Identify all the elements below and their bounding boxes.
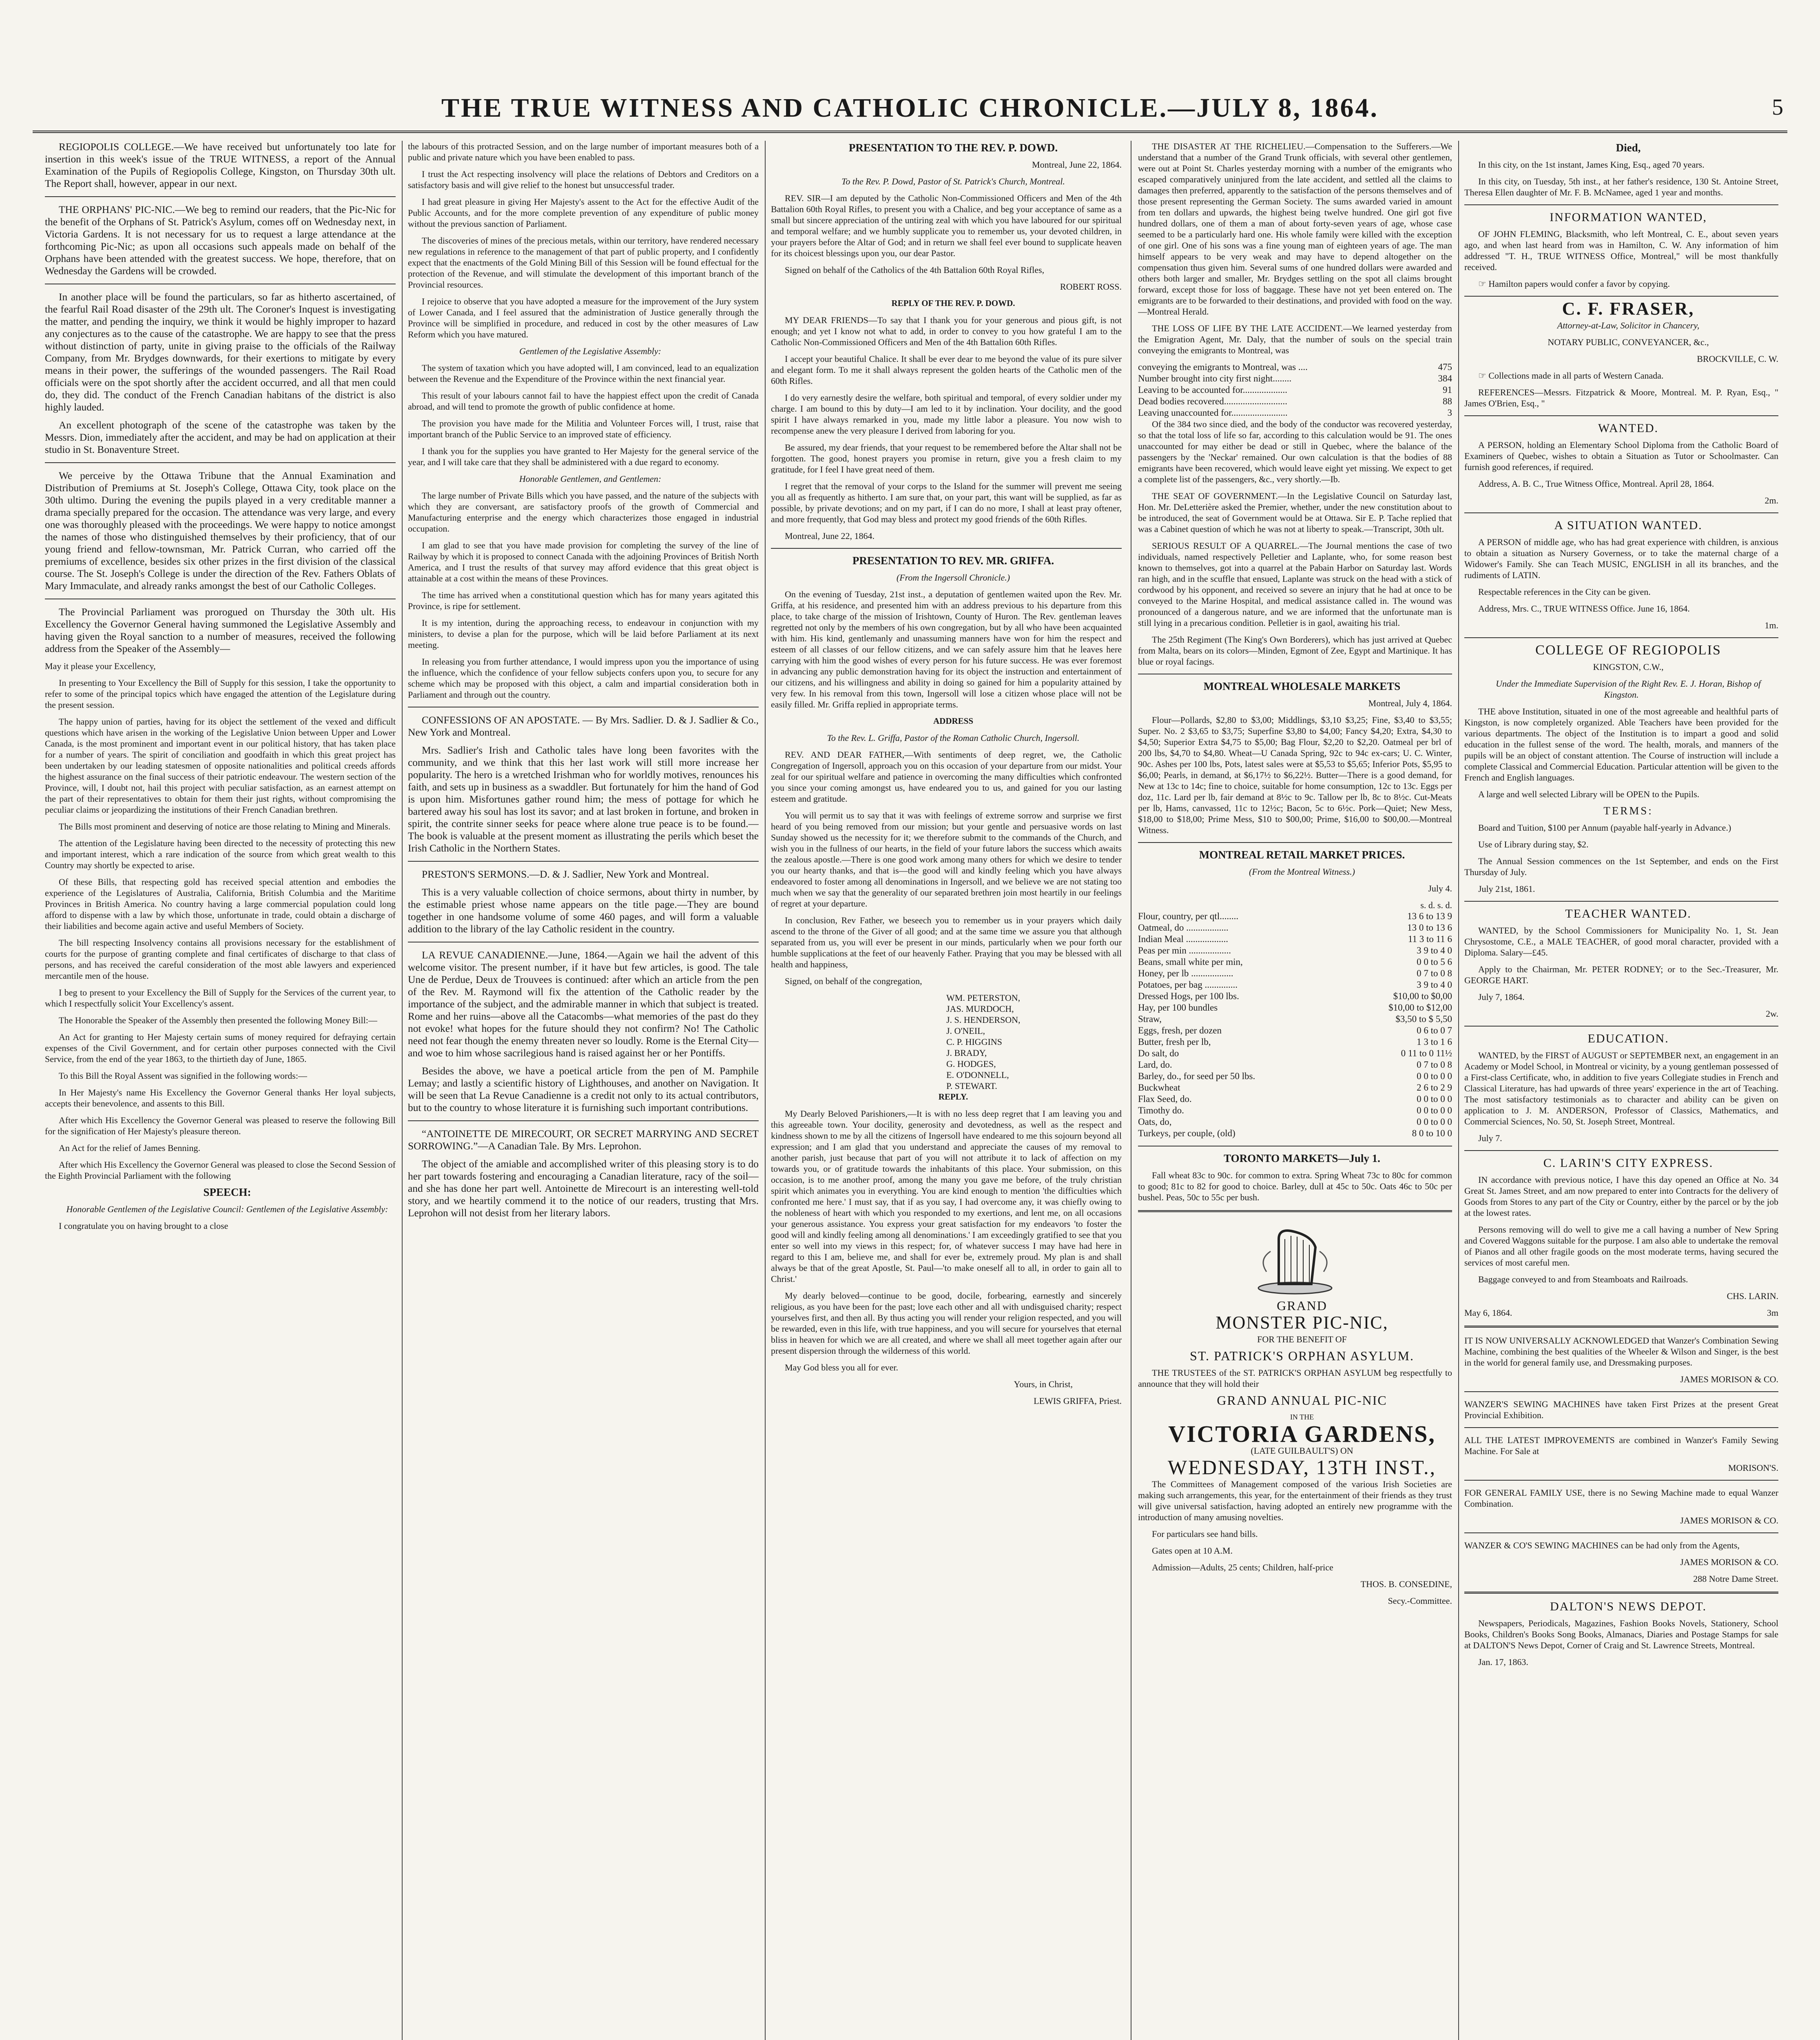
- table-cell: $10,00 to $0,00: [1393, 991, 1452, 1001]
- table-row: [1138, 1128, 1452, 1139]
- paragraph: WANZER'S SEWING MACHINES have taken First Prizes at the present Great Provincial Exhibition.: [1464, 1399, 1778, 1420]
- newspaper-title: THE TRUE WITNESS AND CATHOLIC CHRONICLE.—JULY 8, 1864.: [441, 93, 1379, 123]
- paragraph: You will permit us to say that it was with feelings of extreme sorrow and surprise we first heard of you being removed from our mission; but your gentle and persuasive words on last Sunday showed us the necessity for it; we therefore submit to the commands of the Church, and wish you in the fullness of our hearts, in the field of your future labors the success which awaits the zealous apostle.—There is one good work among many others for which we desire to tender you our hearty thanks, and that is—the good will and kindly feeling which you have always endeavored to foster among all denominations in Ingersoll, and we believe we are not stating too much when we say that the generality of our separated brethren join most heartily in our feelings of regret at your departure.: [771, 810, 1122, 909]
- table-row: [1138, 934, 1452, 945]
- paragraph: The object of the amiable and accomplished writer of this pleasing story is to do her part towards fostering and encouraging a Canadian literature, racy of the soil—and she has done her part well. Antoinette de Mirecourt is an interesting well-told story, and we heartily commend it to the notice of our readers, trusting that Mrs. Leprohon will not desist from her literary labors.: [408, 1158, 759, 1219]
- divider: [1464, 1391, 1778, 1392]
- section-heading: TORONTO MARKETS—July 1.: [1224, 1152, 1380, 1164]
- table-cell: 0 7 to 0 8: [1417, 968, 1452, 978]
- table-cell: $10,00 to $12,00: [1388, 1002, 1452, 1013]
- table-cell: Flour, country, per qtl........: [1138, 911, 1239, 921]
- divider: [1138, 1210, 1452, 1212]
- paragraph: A large and well selected Library will be OPEN to the Pupils.: [1478, 789, 1700, 799]
- table-cell: 88: [1443, 396, 1452, 406]
- paragraph: In releasing you from further attendance, I would impress upon you the importance of using the influence, which the confidence of your fellow subjects confers upon you, to secure for any scheme which may be proposed with this object, a calm and impartial consideration both in Parliament and through out the country.: [408, 656, 759, 700]
- ad-date: May 6, 1864.: [1464, 1308, 1512, 1318]
- table-cell: Turkeys, per couple, (old): [1138, 1128, 1235, 1138]
- paragraph: I accept your beautiful Chalice. It shall be ever dear to me beyond the value of its pure silver and elegant form. To me it shall always represent the golden hearts of the Catholic men of the 60th Rifles.: [771, 354, 1122, 386]
- paragraph: SERIOUS RESULT OF A QUARREL.—The Journal mentions the case of two individuals, named respectively Pelletier and Laplante, who, for some reason best known to themselves, got into a quarrel at the Pabain Harbor on Saturday last. Words ran high, and in the scuffle that ensued, Laplante was struck on the head with a stick of cordwood by his opponent, and received so severe an injury that he had at once to be conveyed to the Marine Hospital, and medical assistance called in. The wound was pronounced of a dangerous nature, and we are informed that the unfortunate man is still lying in a precarious condition. Pelletier is in gaol, awaiting his trial.: [1138, 541, 1452, 628]
- ad-subheading: Attorney-at-Law, Solicitor in Chancery,: [1557, 320, 1700, 330]
- paragraph: I thank you for the supplies you have granted to Her Majesty for the general service of the year, and I will take care that they shall be administered with a due regard to economy.: [408, 446, 759, 467]
- paragraph: ☞ Collections made in all parts of Western Canada.: [1478, 370, 1664, 381]
- paragraph: In conclusion, Rev Father, we beseech you to remember us in your prayers which daily ascend to the throne of the Giver of all good; and at the same time we assure you that although separated from us, you will ever be present in our minds, particularly when we pour forth our humble supplications at the feet of our heavenly Father. Praying that you may be blessed with all health and happiness,: [771, 915, 1122, 969]
- paragraph: The Bills most prominent and deserving of notice are those relating to Mining and Minerals.: [59, 821, 391, 832]
- paragraph: Admission—Adults, 25 cents; Children, half-price: [1152, 1562, 1333, 1572]
- paragraph: July 7, 1864.: [1478, 992, 1525, 1002]
- paragraph: I had great pleasure in giving Her Majesty's assent to the Act for the effective Audit of the Public Accounts, and for the more complete prevention of any expenditure of public money without the previous sanction of Parliament.: [408, 197, 759, 229]
- paragraph: I do very earnestly desire the welfare, both spiritual and temporal, of every soldier under my charge. I am bound to this by duty—I am led to it by inclination. Your docility, and the good spirit I have always remarked in you, made my little labor a pleasure. You now wish to recompense anew the very pleasure I derived from laboring for you.: [771, 392, 1122, 436]
- dateline: Montreal, June 22, 1864.: [1032, 160, 1122, 170]
- paragraph: OF JOHN FLEMING, Blacksmith, who left Montreal, C. E., about seven years ago, and when last heard from was in Hamilton, C. W. Any information of him addressed "T. H., TRUE WITNESS Office, Montreal," will be most thankfully received.: [1464, 229, 1778, 272]
- paragraph: An Act for granting to Her Majesty certain sums of money required for defraying certain expenses of the Civil Government, and for certain other purposes connected with the Civil Service, from the end of the year 1863, to the thirtieth day of June, 1865.: [45, 1032, 396, 1064]
- ad-heading: GRAND: [1277, 1298, 1327, 1313]
- paragraph: An Act for the relief of James Benning.: [59, 1143, 201, 1153]
- paragraph: The time has arrived when a constitutional question which has for many years agitated this Province, is ripe for settlement.: [408, 590, 759, 611]
- paragraph: REFERENCES—Messrs. Fitzpatrick & Moore, Montreal. M. P. Ryan, Esq., " James O'Brien, Esq., ": [1464, 387, 1778, 408]
- table-cell: Peas per min ..................: [1138, 945, 1231, 956]
- paragraph: July 7.: [1478, 1133, 1502, 1143]
- paragraph: THE SEAT OF GOVERNMENT.—In the Legislative Council on Saturday last, Hon. Mr. DeLetterière asked the Premier, whether, under the new constitution about to be introduced, the seat of Government would be at Ottawa. Sir E. P. Tache replied that was a Cabinet question of which he was not at liberty to speak.—Transcript, 30th ult.: [1138, 491, 1452, 534]
- table-row: [1138, 1036, 1452, 1048]
- ad-heading: WANTED.: [1598, 421, 1659, 435]
- table-row: [1138, 1116, 1452, 1128]
- speech-continued: [408, 141, 759, 700]
- table-cell: Eggs, fresh, per dozen: [1138, 1025, 1222, 1036]
- table-cell: Timothy do.: [1138, 1105, 1184, 1115]
- section-heading: REPLY.: [938, 1092, 968, 1102]
- table-row: [1138, 384, 1452, 396]
- paragraph: The bill respecting Insolvency contains all provisions necessary for the establishment of courts for the purpose of granting complete and final certificates of discharge to that class of persons, and has received the careful consideration of the most able lawyers and experienced mercantile men of the house.: [45, 938, 396, 981]
- paragraph: ALL THE LATEST IMPROVEMENTS are combined in Wanzer's Family Sewing Machine. For Sale at: [1464, 1435, 1778, 1456]
- paragraph: May God bless you all for ever.: [785, 1362, 898, 1373]
- paragraph: This is a very valuable collection of choice sermons, about thirty in number, by the estimable priest whose name appears on the title page.—They are bound together in one handsome volume of some 460 pages, and will form a valuable addition to the library of the lay Catholic resident in the country.: [408, 887, 759, 935]
- paragraph: The Annual Session commences on the 1st September, and ends on the First Thursday of July.: [1464, 856, 1778, 877]
- table-cell: Hay, per 100 bundles: [1138, 1002, 1218, 1013]
- table-cell: 0 0 to 0 0: [1417, 1094, 1452, 1104]
- paragraph: The large number of Private Bills which you have passed, and the nature of the subjects with which they are conversant, are satisfactory proofs of the growth of Commercial and Manufacturing enterprise and the energy which characterizes those engaged in industrial occupation.: [408, 490, 759, 534]
- table-row: [1138, 979, 1452, 991]
- page-number: 5: [1772, 95, 1783, 120]
- divider: [1464, 1592, 1778, 1594]
- retail-prices-table: [1138, 911, 1452, 1139]
- salutation: Gentlemen of the Legislative Assembly:: [519, 346, 661, 356]
- ad-subheading: KINGSTON, C.W.,: [1593, 662, 1664, 672]
- divider: [1138, 842, 1452, 843]
- table-cell: 0 7 to 0 8: [1417, 1060, 1452, 1070]
- paragraph: WANTED, by the School Commissioners for Municipality No. 1, St. Jean Chrysostome, C.E., a MALE TEACHER, of good moral character, provided with a Diploma. Salary—£45.: [1464, 925, 1778, 958]
- column-2: [408, 141, 759, 2040]
- table-row: [1138, 922, 1452, 934]
- signature: ROBERT ROSS.: [1060, 282, 1122, 292]
- paragraph: It is my intention, during the approaching recess, to endeavour in conjunction with my ministers, to devise a plan for the purpose, which will be laid before Parliament at its next meeting.: [408, 618, 759, 650]
- paragraph: Signed on behalf of the Catholics of the 4th Battalion 60th Royal Rifles,: [785, 265, 1045, 275]
- paragraph: To this Bill the Royal Assent was signified in the following words:—: [59, 1071, 307, 1081]
- signer: G. HODGES,: [946, 1059, 996, 1069]
- loss-table: [1138, 361, 1452, 419]
- address: 288 Notre Dame Street.: [1693, 1574, 1778, 1584]
- paragraph: Address, Mrs. C., TRUE WITNESS Office. June 16, 1864.: [1478, 603, 1690, 614]
- section-heading: MONTREAL WHOLESALE MARKETS: [1203, 680, 1401, 692]
- paragraph: We perceive by the Ottawa Tribune that the Annual Examination and Distribution of Premiums at St. Joseph's College, Ottawa City, took place on the 30th ultimo. During the evening the pupils played in a very creditable manner a drama specially prepared for the occasion. The attendance was very large, and every one was thoroughly pleased with the proceedings. We were happy to notice amongst the names of those who distinguished themselves by their proficiency, that of our young friend and fellow-townsman, Mr. Patrick Curran, who carried off the premiums of excellence, besides six other prizes in the first division of the classical course. The St. Joseph's College is under the direction of the Rev. Fathers Oblats of Mary Immaculate, and already ranks amongst the best of our Catholic Colleges.: [45, 470, 396, 592]
- divider: [1464, 1480, 1778, 1481]
- divider: [1464, 415, 1778, 416]
- ad-heading: GRAND ANNUAL PIC-NIC: [1217, 1393, 1387, 1408]
- subheading: (From the Ingersoll Chronicle.): [896, 572, 1010, 583]
- divider: [45, 462, 396, 463]
- table-row: [1138, 373, 1452, 384]
- table-cell: 11 3 to 11 6: [1408, 934, 1452, 944]
- ad-subheading: Under the Immediate Supervision of the Right Rev. E. J. Horan, Bishop of Kingston.: [1496, 679, 1761, 700]
- paragraph: May it please your Excellency,: [45, 661, 156, 671]
- units-row: s. d. s. d.: [1420, 900, 1452, 910]
- paragraph: Of these Bills, that respecting gold has received special attention and embodies the experience of the Legislatures of Australia, California, British Columbia and the Maritime Provinces in British America. No country having a large commercial population could long afford to dispense with a law by which those, unfortunate in trade, could obtain a discharge of their liabilities and become again active and useful Members of Society.: [45, 877, 396, 931]
- paragraph: The Honorable the Speaker of the Assembly then presented the following Money Bill:—: [59, 1015, 377, 1025]
- section-heading: Died,: [1616, 142, 1641, 154]
- table-cell: Dead bodies recovered...........................: [1138, 396, 1287, 406]
- paragraph: WANZER & CO'S SEWING MACHINES can be had only from the Agents,: [1464, 1540, 1740, 1550]
- column-3: [771, 141, 1122, 2040]
- table-row: [1138, 1002, 1452, 1013]
- table-cell: Lard, do.: [1138, 1060, 1172, 1070]
- signer: WM. PETERSTON,: [946, 993, 1021, 1003]
- ad-heading: MONSTER PIC-NIC,: [1216, 1313, 1388, 1333]
- table-cell: Straw,: [1138, 1014, 1162, 1024]
- table-cell: 13 0 to 13 6: [1407, 922, 1452, 933]
- table-row: [1138, 1059, 1452, 1071]
- ad-tag: 2m.: [1765, 495, 1778, 506]
- table-cell: 3 9 to 4 0: [1417, 945, 1452, 956]
- paragraph: This result of your labours cannot fail to have the happiest effect upon the credit of Canada abroad, and will tend to promote the growth of public confidence at home.: [408, 390, 759, 412]
- table-cell: Number brought into city first night........: [1138, 373, 1292, 384]
- ad-subheading: (LATE GUILBAULT'S) ON: [1251, 1446, 1353, 1456]
- divider: [45, 196, 396, 197]
- table-cell: Potatoes, per bag ..............: [1138, 980, 1238, 990]
- table-cell: Leaving unaccounted for........................: [1138, 408, 1288, 418]
- divider: [1464, 1026, 1778, 1027]
- paragraph: The discoveries of mines of the precious metals, within our territory, have rendered necessary new regulations in reference to the management of that part of public property, and I confidently expect that the enactments of the Gold Mining Bill of this Session will be found effectual for the protection of the Revenue, and will stimulate the development of this important branch of the Provincial resources.: [408, 235, 759, 290]
- dateline: Montreal, June 22, 1864.: [785, 531, 875, 541]
- section-heading: SPEECH:: [203, 1186, 251, 1198]
- paragraph: I congratulate you on having brought to a close: [59, 1221, 228, 1231]
- paragraph: Address, A. B. C., True Witness Office, Montreal. April 28, 1864.: [1478, 479, 1714, 489]
- paragraph: A PERSON of middle age, who has had great experience with children, is anxious to obtain a situation as Nursery Governess, or to take the maternal charge of a Widower's Family. She can Teach MUSIC, ENGLISH in all its branches, and the rudiments of LATIN.: [1464, 537, 1778, 580]
- paragraph: For particulars see hand bills.: [1152, 1529, 1258, 1539]
- paragraph: REV. AND DEAR FATHER,—With sentiments of deep regret, we, the Catholic Congregation of Ingersoll, approach you on this occasion of your departure from our midst. Your zeal for our spiritual welfare and patience in overcoming the many difficulties which confronted you since your coming amongst us, have endeared you to us, and gained for you our lasting esteem and gratitude.: [771, 749, 1122, 804]
- ad-heading: ST. PATRICK'S ORPHAN ASYLUM.: [1190, 1348, 1414, 1363]
- ad-heading: INFORMATION WANTED,: [1550, 211, 1707, 224]
- table-row: [1138, 956, 1452, 968]
- table-row: [1138, 945, 1452, 956]
- signature: LEWIS GRIFFA, Priest.: [1034, 1396, 1122, 1406]
- table-cell: Oats, do,: [1138, 1117, 1172, 1127]
- table-row: [1138, 991, 1452, 1002]
- column-rule: [1458, 141, 1459, 2040]
- divider: [1464, 1150, 1778, 1151]
- table-row: [1138, 1093, 1452, 1105]
- divider: [408, 861, 759, 862]
- masthead-rule: [33, 131, 1787, 133]
- paragraph: Jan. 17, 1863.: [1478, 1657, 1528, 1667]
- dateline: Montreal, July 4, 1864.: [1368, 698, 1452, 708]
- paragraph: The system of taxation which you have adopted will, I am convinced, lead to an equalization between the Revenue and the Expenditure of the Province within the next financial year.: [408, 363, 759, 384]
- paragraph: IN accordance with previous notice, I have this day opened an Office at No. 34 Great St. James Street, and am now prepared to enter into Contracts for the delivery of Goods from Stores to any part of the City or Country, either by the parcel or by the job at the lowest rates.: [1464, 1175, 1778, 1218]
- table-cell: 8 0 to 10 0: [1412, 1128, 1452, 1138]
- closing: Yours, in Christ,: [1014, 1379, 1073, 1389]
- table-cell: 475: [1438, 362, 1452, 372]
- paragraph: REV. SIR—I am deputed by the Catholic Non-Commissioned Officers and Men of the 4th Battalion 60th Royal Rifles, to present you with a Chalice, and beg your acceptance of same as a small but sincere appreciation of the untiring zeal with which you have laboured for our spiritual and temporal welfare; and we humbly supplicate you to remember us, your devoted children, in your prayers before the Altar of God; and in return we shall feel ever bound to supplicate heaven for its choicest blessings upon you, our dear Pastor.: [771, 193, 1122, 258]
- divider: [1464, 1427, 1778, 1428]
- divider: [1464, 901, 1778, 902]
- table-cell: Barley, do., for seed per 50 lbs.: [1138, 1071, 1255, 1081]
- table-row: [1138, 1082, 1452, 1093]
- paragraph: In Her Majesty's name His Excellency the Governor General thanks Her loyal subjects, accepts their benevolence, and assents to this Bill.: [45, 1087, 396, 1109]
- table-cell: Honey, per lb ..................: [1138, 968, 1233, 978]
- table-cell: conveying the emigrants to Montreal, was ....: [1138, 362, 1308, 372]
- table-cell: Beans, small white per min,: [1138, 957, 1243, 967]
- paragraph: Signed, on behalf of the congregation,: [785, 976, 922, 986]
- divider: [1464, 1532, 1778, 1533]
- table-cell: Buckwheat: [1138, 1082, 1180, 1093]
- paragraph: Respectable references in the City can be given.: [1478, 587, 1651, 597]
- paragraph: Persons removing will do well to give me a call having a number of New Spring and Covered Waggons suitable for the purpose. I am also able to undertake the removal of Pianos and all other fragile goods on the most moderate terms, having secured the services of most careful men.: [1464, 1224, 1778, 1268]
- paragraph: In this city, on the 1st instant, James King, Esq., aged 70 years.: [1478, 160, 1705, 170]
- table-cell: $3,50 to $ 5,50: [1395, 1014, 1452, 1024]
- section-heading: ADDRESS: [933, 716, 974, 726]
- ad-subheading: IN THE: [1290, 1413, 1314, 1421]
- table-cell: Flax Seed, do.: [1138, 1094, 1192, 1104]
- paragraph: In presenting to Your Excellency the Bill of Supply for this session, I take the opportunity to refer to some of the principal topics which have engaged the attention of the Legislature during the present session.: [45, 678, 396, 710]
- paragraph: Gates open at 10 A.M.: [1152, 1546, 1233, 1556]
- signature: CHS. LARIN.: [1727, 1291, 1778, 1301]
- paragraph: A PERSON, holding an Elementary School Diploma from the Catholic Board of Examiners of Quebec, wishes to obtain a Situation as Tutor or Schoolmaster. Can furnish good references, if required.: [1464, 440, 1778, 472]
- signer: C. P. HIGGINS: [946, 1037, 1002, 1047]
- table-cell: 13 6 to 13 9: [1407, 911, 1452, 921]
- table-cell: 91: [1443, 385, 1452, 395]
- signer: J. S. HENDERSON,: [946, 1015, 1021, 1025]
- paragraph: WANTED, by the FIRST of AUGUST or SEPTEMBER next, an engagement in an Academy or Model School, in Montreal or vicinity, by a young gentleman possessed of a First-class Certificate, who, in addition to five years Collegiate studies in French and Classical Literature, has had upwards of three years' experience in the art of Teaching. The most satisfactory testimonials as to character and ability can be given on application to J. M. ANDERSON, Professor of Classics, Mathematics, and Commercial Sciences, No. 50, St. Joseph Street, Montreal.: [1464, 1050, 1778, 1126]
- ad-tag: 2w.: [1766, 1009, 1778, 1019]
- paragraph: LA REVUE CANADIENNE.—June, 1864.—Again we hail the advent of this welcome visitor. The present number, if it have but few articles, is good. The tale Une de Perdue, Deux de Trouvees is continued: after which an article from the pen of the Rev. M. Raymond will fix the attention of the Catholic reader by the importance of the subject, and the admirable manner in which that subject is treated. Rome and her ruins—above all the Catacombs—what memories of the past do they not evoke! what hopes for the future should they not confirm? No! The Catholic need not fear though the enemy threaten never so loudly. Rome is the Eternal City—and woe to him whose sacrilegious hand is raised against her or her Pontiffs.: [408, 949, 759, 1059]
- paragraph: In another place will be found the particulars, so far as hitherto ascertained, of the fearful Rail Road disaster of the 29th ult. The Coroner's Inquest is investigating the matter, and pending the inquiry, we think it would be highly improper to hazard any conjectures as to the cause of the catastrophe. We are happy to see that the press without distinction of party, unite in giving praise to the officials of the Railway Company, from Mr. Brydges downwards, for their exertions to mitigate by every means in their power, the sufferings of the wounded passengers. The Rail Road officials were on the spot shortly after the accident occurred, and all that men could do, they did. The conduct of the French Canadian habitans of the district is also highly lauded.: [45, 291, 396, 413]
- paragraph: Board and Tuition, $100 per Annum (payable half-yearly in Advance.): [1478, 823, 1731, 833]
- signature: Secy.-Committee.: [1388, 1596, 1452, 1606]
- paragraph: I beg to present to your Excellency the Bill of Supply for the Services of the current year, to which I respectfully solicit Your Excellency's assent.: [45, 987, 396, 1009]
- paragraph: After which His Excellency the Governor General was pleased to reserve the following Bill for the signification of Her Majesty's pleasure thereon.: [45, 1115, 396, 1136]
- paragraph: Newspapers, Periodicals, Magazines, Fashion Books Novels, Stationery, School Books, Children's Books Song Books, Almanacs, Diaries and Postage Stamps for sale at DALTON'S News Depot, Corner of Craig and St. Lawrence Streets, Montreal.: [1464, 1618, 1778, 1650]
- paragraph: I regret that the removal of your corps to the Island for the summer will prevent me seeing you all as frequently as hitherto. I am sure that, on your part, this want will be supplied, as far as possible, by private devotions; and on my part, if I can do no more, I shall at least pray oftener, and more frequently, that God may bless and protect my good friends of the 60th Rifles.: [771, 481, 1122, 524]
- paragraph: Apply to the Chairman, Mr. PETER RODNEY; or to the Sec.-Treasurer, Mr. GEORGE HART.: [1464, 964, 1778, 985]
- paragraph: THE LOSS OF LIFE BY THE LATE ACCIDENT.—We learned yesterday from the Emigration Agent, Mr. Daly, that the number of souls on the special train conveying the emigrants to Montreal, was: [1138, 323, 1452, 355]
- column-rule: [402, 141, 403, 2040]
- section-heading: REPLY OF THE REV. P. DOWD.: [891, 298, 1015, 308]
- signature: JAMES MORISON & CO.: [1680, 1557, 1778, 1567]
- signer: J. BRADY,: [946, 1048, 987, 1058]
- ad-subheading: NOTARY PUBLIC, CONVEYANCER, &c.,: [1548, 337, 1709, 347]
- ad-venue: VICTORIA GARDENS,: [1168, 1421, 1436, 1447]
- paragraph: THE above Institution, situated in one of the most agreeable and healthful parts of Kingston, is now completely organized. Able Teachers have been provided for the various departments. The object of the Institution is to impart a good and solid education in the fullest sense of the word. The health, morals, and manners of the pupils will be an object of constant attention. The Course of instruction will include a complete Classical and Commercial Education. Particular attention will be given to the French and English languages.: [1464, 706, 1778, 783]
- dateline: [1464, 1307, 1778, 1318]
- paragraph: The happy union of parties, having for its object the settlement of the vexed and difficult questions which have arisen in the working of the Legislative Union between Upper and Lower Canada, is the most prominent and important event in our political history, that has taken place for a number of years. The spirit of conciliation and goodfaith in which this great project has been undertaken by our leading statesmen of opposite nationalities and political creeds affords the highest assurance on the final success of their patriotic endeavour. The western section of the Province, will, I doubt not, hail this project with peculiar satisfaction, as an earnest attempt on the part of their representatives to obtain for them their just rights, without compromising the peculiar claims or jeopardizing the institutions of their French Canadian brethren.: [45, 716, 396, 815]
- paragraph: The attention of the Legislature having been directed to the necessity of protecting this new and important interest, which a rare indication of the source from which great wealth to this Country may shortly be expected to arise.: [45, 838, 396, 870]
- paragraph: I am glad to see that you have made provision for completing the survey of the line of Railway by which it is proposed to connect Canada with the adjoining Provinces of British North America, and I trust the results of that survey may afford evidence that this great object is attainable at a cost within the means of these Provinces.: [408, 540, 759, 583]
- paragraph: Use of Library during stay, $2.: [1478, 839, 1589, 849]
- table-cell: 3 9 to 4 0: [1417, 980, 1452, 990]
- signature: JAMES MORISON & CO.: [1680, 1515, 1778, 1526]
- paragraph: The Provincial Parliament was prorogued on Thursday the 30th ult. His Excellency the Governor General having summoned the Legislative Assembly and having given the Royal sanction to a number of measures, received the following address from the Speaker of the Assembly—: [45, 606, 396, 654]
- signers-list: [771, 992, 1122, 1091]
- section-heading: TERMS:: [1603, 805, 1653, 817]
- divider: [1464, 296, 1778, 297]
- table-row: [1138, 968, 1452, 979]
- salutation: To the Rev. L. Griffa, Pastor of the Roman Catholic Church, Ingersoll.: [827, 733, 1080, 743]
- paragraph: I trust the Act respecting insolvency will place the relations of Debtors and Creditors on a satisfactory basis and will give relief to the honest but unsuccessful trader.: [408, 169, 759, 190]
- ad-date: WEDNESDAY, 13TH INST.,: [1167, 1456, 1437, 1479]
- table-cell: Oatmeal, do ..................: [1138, 922, 1229, 933]
- table-cell: Indian Meal ..................: [1138, 934, 1229, 944]
- paragraph: the labours of this protracted Session, and on the large number of important measures both of a public and private nature which you have been enabled to pass.: [408, 141, 759, 162]
- table-row: [1138, 407, 1452, 419]
- table-row: [1138, 361, 1452, 373]
- divider: [1464, 1326, 1778, 1328]
- paragraph: The provision you have made for the Militia and Volunteer Forces will, I trust, raise that important branch of the Public Service to an improved state of efficiency.: [408, 418, 759, 439]
- column-rule: [765, 141, 766, 2040]
- paragraph: Besides the above, we have a poetical article from the pen of M. Pamphile Lemay; and lastly a scientific history of Lighthouses, and another on Navigation. It will be seen that La Revue Canadienne is a credit not only to its actual contributors, but to the country to whose literature it is furnishing such important contributions.: [408, 1065, 759, 1113]
- signature: THOS. B. CONSEDINE,: [1360, 1579, 1452, 1589]
- paragraph: FOR GENERAL FAMILY USE, there is no Sewing Machine made to equal Wanzer Combination.: [1464, 1488, 1778, 1509]
- paragraph: MY DEAR FRIENDS—To say that I thank you for your generous and pious gift, is not enough; and yet I know not what to add, in order to convey to you how grateful I am to the Catholic Non-Commissioned Officers and Men of the 4th Battalion 60th Rifles.: [771, 315, 1122, 347]
- table-cell: Leaving to be accounted for...................: [1138, 385, 1287, 395]
- ad-heading: DALTON'S NEWS DEPOT.: [1550, 1600, 1707, 1613]
- ad-heading: C. F. FRASER,: [1562, 299, 1695, 319]
- ad-heading: EDUCATION.: [1588, 1032, 1669, 1045]
- paragraph: Mrs. Sadlier's Irish and Catholic tales have long been favorites with the community, and we think that this her last work will still more increase her popularity. The hero is a wretched Irishman who for worldly motives, renounces his faith, and sets up in business as a swaddler. But fortunately for him the hand of God is upon him. Misfortunes gather round him; the mess of pottage for which he bartered away his soul has lost its savor; and at last broken in fortune, and broken in spirit, the contrite sinner seeks for peace where alone true peace is to be found.—The book is valuable at the present moment as illustrating the perils which beset the Irish Catholic in the Northern States.: [408, 745, 759, 854]
- table-cell: 0 0 to 0 0: [1417, 1117, 1452, 1127]
- paragraph: The 25th Regiment (The King's Own Borderers), which has just arrived at Quebec from Malta, bears on its colors—Minden, Egmont of Zee, Egypt and Martinique. It has blue or royal facings.: [1138, 634, 1452, 667]
- table-cell: Butter, fresh per lb,: [1138, 1037, 1211, 1047]
- paragraph: IT IS NOW UNIVERSALLY ACKNOWLEDGED that Wanzer's Combination Sewing Machine, combining the best qualities of the Wheeler & Wilson and Singer, is the best in the world for general family use, and Dressmaking purposes.: [1464, 1335, 1778, 1368]
- paragraph: Flour—Pollards, $2,80 to $3,00; Middlings, $3,10 $3,25; Fine, $3,40 to $3,55; Super. No. 2 $3,65 to $3,75; Superfine $3,80 to $4,00; Fancy $4,20; Extra, $4,30 to $4,50; Superior Extra $4,75 to $5,00; Bag Flour, $2,20 to $2,20. Oatmeal per brl of 200 lbs, $4,70 to $4,80. Wheat—U Canada Spring, 92c to 94c ex-cars; U. C. Winter, 90c. Ashes per 100 lbs, Pots, latest sales were at $5,53 to $5,65; Inferior Pots, $5,95 to $6,00; Pearls, in demand, at $6,17½ to $6,22½. Butter—There is a good demand, for New at 13c to 14c; fine to choice, suitable for home consumption, 12c to 13c. Eggs per doz, 11c. Lard per lb, fair demand at 8½c to 9c. Tallow per lb, 8c to 8½c. Cut-Meats per lb, Hams, canvassed, 11c to 12½c; Bacon, 5c to 6½c. Pork—Quiet; New Mess, $18,00 to $18,00; Prime Mess, $10 to $00,00; Prime, $16,00 to $00,00.—Montreal Witness.: [1138, 715, 1452, 835]
- paragraph: Be assured, my dear friends, that your request to be remembered before the Altar shall not be forgotten. The good, honest prayers you promise in return, give you a fresh claim to my gratitude, for I feel I have great need of them.: [771, 442, 1122, 475]
- signer: P. STEWART.: [946, 1081, 997, 1091]
- masthead: [33, 84, 1787, 137]
- signer: E. O'DONNELL,: [946, 1070, 1009, 1080]
- table-cell: 3: [1447, 408, 1452, 418]
- paragraph: My Dearly Beloved Parishioners,—It is with no less deep regret that I am leaving you and this agreeable town. Your docility, generosity and devotedness, as well as the respect and kindness shown to me by all the citizens of Ingersoll have endeared to me this sojourn beyond all expression; and I am glad that you understand and appreciate the causes of my removal to another parish, just because that part of you will not attribute it to lack of affection on my towards you, or of gratitude towards the inhabitants of this place. Your submission, on this occasion, is to me another proof, among the many you gave me before, of the truly christian spirit which animates you in everything. You are kind enough to mention 'the difficulties which confronted me here.' I must say, that if as you say, I had overcome any, it was chiefly owing to the nobleness of heart with which you responded to my exertions, and lent me, on all occasions your generous assistance. You express your great satisfaction for my endeavors 'to foster the good will and kindly feeling among all denominations.' I am exceedingly gratified to see that you enter so well into my views in this respect; for, of whatever success I may have had here in regard to this I am, believe me, and shall for ever be, extremely proud. My plan is and shall always be that of the great Apostle, St. Paul—'to make oneself all to all, in order to gain all to Christ.': [771, 1109, 1122, 1284]
- salutation: Honorable Gentlemen, and Gentlemen:: [519, 474, 662, 484]
- paragraph: Baggage conveyed to and from Steamboats and Railroads.: [1478, 1274, 1688, 1284]
- table-cell: 384: [1438, 373, 1452, 384]
- ad-heading: COLLEGE OF REGIOPOLIS: [1535, 643, 1721, 658]
- divider: [771, 548, 1122, 549]
- paragraph: ☞ Hamilton papers would confer a favor by copying.: [1478, 279, 1670, 289]
- table-cell: 1 3 to 1 6: [1417, 1037, 1452, 1047]
- table-cell: Do salt, do: [1138, 1048, 1179, 1058]
- paragraph: Of the 384 two since died, and the body of the conductor was recovered yesterday, so that the total loss of life so far, according to this calculation would be 91. The ones unaccounted for may either be dead or still in Quebec, where the balance of the passengers by the 'Neckar' remained. Our own calculation is that the bodies of 88 emigrants have been recovered, which would leave eight yet missing. We expect to get a complete list of the passengers, &c., very shortly.—Ib.: [1138, 419, 1452, 484]
- table-row: [1138, 1071, 1452, 1082]
- column-1: [45, 141, 396, 2040]
- signer: J. O'NEIL,: [946, 1026, 985, 1036]
- paragraph: The Committees of Management composed of the various Irish Societies are making such arrangements, this year, for the entertainment of their friends as they trust will give universal satisfaction, having adopted an entirely new programme with the introduction of many amusing novelties.: [1138, 1479, 1452, 1522]
- column-4: [1138, 141, 1452, 2040]
- table-cell: Dressed Hogs, per 100 lbs.: [1138, 991, 1239, 1001]
- subheading: (From the Montreal Witness.): [1249, 867, 1355, 877]
- paragraph: In this city, on Tuesday, 5th inst., at her father's residence, 130 St. Antoine Street, Theresa Ellen daughter of Mr. F. B. McNamee, aged 1 year and months.: [1464, 176, 1778, 197]
- ad-heading: TEACHER WANTED.: [1565, 907, 1692, 920]
- paragraph: THE TRUSTEES of the ST. PATRICK'S ORPHAN ASYLUM beg respectfully to announce that they will hold their: [1138, 1368, 1452, 1389]
- speech-block: [45, 661, 396, 1231]
- section-heading: MONTREAL RETAIL MARKET PRICES.: [1199, 849, 1405, 861]
- section-heading: PRESENTATION TO REV. MR. GRIFFA.: [852, 554, 1054, 567]
- ad-tag: 3m: [1767, 1308, 1778, 1318]
- table-cell: 2 6 to 2 9: [1417, 1082, 1452, 1093]
- paragraph: REGIOPOLIS COLLEGE.—We have received but unfortunately too late for insertion in this week's issue of the TRUE WITNESS, a report of the Annual Examination of the Pupils of Regiopolis College, Kingston, on Thursday 30th ult. The Report shall, however, appear in our next.: [45, 141, 396, 189]
- signature: MORISON'S.: [1728, 1463, 1778, 1473]
- table-cell: 0 0 to 5 6: [1417, 957, 1452, 967]
- divider: [408, 1120, 759, 1121]
- paragraph: CONFESSIONS OF AN APOSTATE. — By Mrs. Sadlier. D. & J. Sadlier & Co., New York and Montreal.: [408, 714, 759, 738]
- ad-tag: 1m.: [1765, 620, 1778, 630]
- table-cell: 0 6 to 0 7: [1417, 1025, 1452, 1036]
- section-heading: PRESENTATION TO THE REV. P. DOWD.: [848, 142, 1058, 154]
- harp-icon: [1254, 1223, 1336, 1296]
- table-row: [1138, 1048, 1452, 1059]
- table-row: [1138, 1025, 1452, 1036]
- paragraph: “ANTOINETTE DE MIRECOURT, OR SECRET MARRYING AND SECRET SORROWING.”—A Canadian Tale. By Mrs. Leprohon.: [408, 1128, 759, 1152]
- divider: [1464, 512, 1778, 513]
- salutation: Honorable Gentlemen of the Legislative Council: Gentlemen of the Legislative Assembly:: [66, 1204, 388, 1214]
- ad-subheading: FOR THE BENEFIT OF: [1257, 1334, 1347, 1344]
- paragraph: On the evening of Tuesday, 21st inst., a deputation of gentlemen waited upon the Rev. Mr. Griffa, at his residence, and presented him with an address previous to his departure from this place, to take charge of the mission of Irishtown, County of Huron. The Rev. gentleman leaves regretted not only by the members of his own congregation, but by all who have been acquainted with him. His kind, gentlemanly and unassuming manners have won for him the respect and esteem of all classes of our fellow citizens, and we can safely assure him that he leaves here carrying with him the good wishes of every person for his future success. He was ever foremost in advancing any public demonstration having for its object the instruction and entertainment of our citizens, and his willingness and ability in doing so gained for him a popularity attained by very few. In his removal from this town, Ingersoll will lose a citizen whose place will not be easily filled. Mr. Griffa replied in appropriate terms.: [771, 589, 1122, 710]
- table-row: [1138, 911, 1452, 922]
- paragraph: THE ORPHANS' PIC-NIC.—We beg to remind our readers, that the Pic-Nic for the benefit of the Orphans of St. Patrick's Asylum, comes off on Wednesday next, in Victoria Gardens. It is not necessary for us to request a large attendance at the forthcoming Pic-Nic; as upon all occasions such appeals made on behalf of the Orphans have been attended with the greatest success. We hope, therefore, that on Wednesday the Gardens will be crowded.: [45, 204, 396, 277]
- paragraph: My dearly beloved—continue to be good, docile, forbearing, earnestly and sincerely religious, as you have been for the past; love each other and all with undisguised charity; respect yourselves first, and then all. By thus acting you will render your religion respected, and you will be rewarded, even in this life, with true happiness, and you will secure for yourselves that eternal bliss in heaven for which we are all created, and where we shall all meet together again after our present dispersion through the wilderness of this world.: [771, 1291, 1122, 1356]
- table-cell: 0 0 to 0 0: [1417, 1071, 1452, 1081]
- signature: JAMES MORISON & CO.: [1680, 1374, 1778, 1384]
- paragraph: July 21st, 1861.: [1478, 884, 1535, 894]
- table-cell: 0 11 to 0 11½: [1401, 1048, 1452, 1058]
- table-row: [1138, 1013, 1452, 1025]
- ad-heading: A SITUATION WANTED.: [1554, 519, 1703, 532]
- table-row: [1138, 1105, 1452, 1116]
- paragraph: After which His Excellency the Governor General was pleased to close the Second Session of the Eighth Provincial Parliament with the following: [45, 1160, 396, 1181]
- location: BROCKVILLE, C. W.: [1697, 354, 1778, 364]
- table-row: [1138, 396, 1452, 407]
- dateline: July 4.: [1428, 883, 1452, 894]
- paragraph: Fall wheat 83c to 90c. for common to extra. Spring Wheat 73c to 80c for common to good; 81c to 82 for good to choice. Barley, dull at 45c to 50c. Oats 46c to 50c per bushel. Peas, 50c to 55c per bush.: [1138, 1170, 1452, 1202]
- divider: [1464, 204, 1778, 205]
- column-5: [1464, 141, 1778, 2040]
- table-cell: 0 0 to 0 0: [1417, 1105, 1452, 1115]
- signer: JAS. MURDOCH,: [946, 1004, 1014, 1014]
- paragraph: PRESTON'S SERMONS.—D. & J. Sadlier, New York and Montreal.: [422, 869, 709, 880]
- divider: [1464, 637, 1778, 638]
- salutation: To the Rev. P. Dowd, Pastor of St. Patrick's Church, Montreal.: [841, 176, 1065, 186]
- paragraph: THE DISASTER AT THE RICHELIEU.—Compensation to the Sufferers.—We understand that a number of the Grand Trunk officials, with several other gentlemen, were out at Point St. Charles yesterday morning with a number of the emigrants who escaped comparatively uninjured from the late accident, and settled all the claims to damages then preferred, apparently to the satisfaction of the persons themselves and of those present representing the German Society. The sums awarded varied in amount from ten dollars and upwards, the highest being twelve hundred. One girl got five hundred dollars, one of them a man of about forty-seven years of age, whose case seemed to be a particularly hard one. His whole family were killed with the exception of one girl. One of his sons was a fine young man of eighteen years of age. The man himself appears to be very weak and may have to depend altogether on the compensation thus given him. Several sums of one hundred dollars were awarded and others both larger and smaller, Mr. Brydges settling on the spot all claims brought forward, except those for loss of baggage. These have not yet been entered on. The emigrants are to be forwarded to their destinations, and provided with food on the way.—Montreal Herald.: [1138, 141, 1452, 317]
- paragraph: An excellent photograph of the scene of the catastrophe was taken by the Messrs. Dion, immediately after the accident, and may be had on application at their studio in St. Bonaventure Street.: [45, 419, 396, 455]
- paragraph: I rejoice to observe that you have adopted a measure for the improvement of the Jury system of Lower Canada, and I feel assured that the administration of Justice generally through the Province will be simplified in procedure, and reduced in cost by the other measures of Law Reform which you have matured.: [408, 296, 759, 339]
- ad-heading: C. LARIN'S CITY EXPRESS.: [1543, 1156, 1714, 1170]
